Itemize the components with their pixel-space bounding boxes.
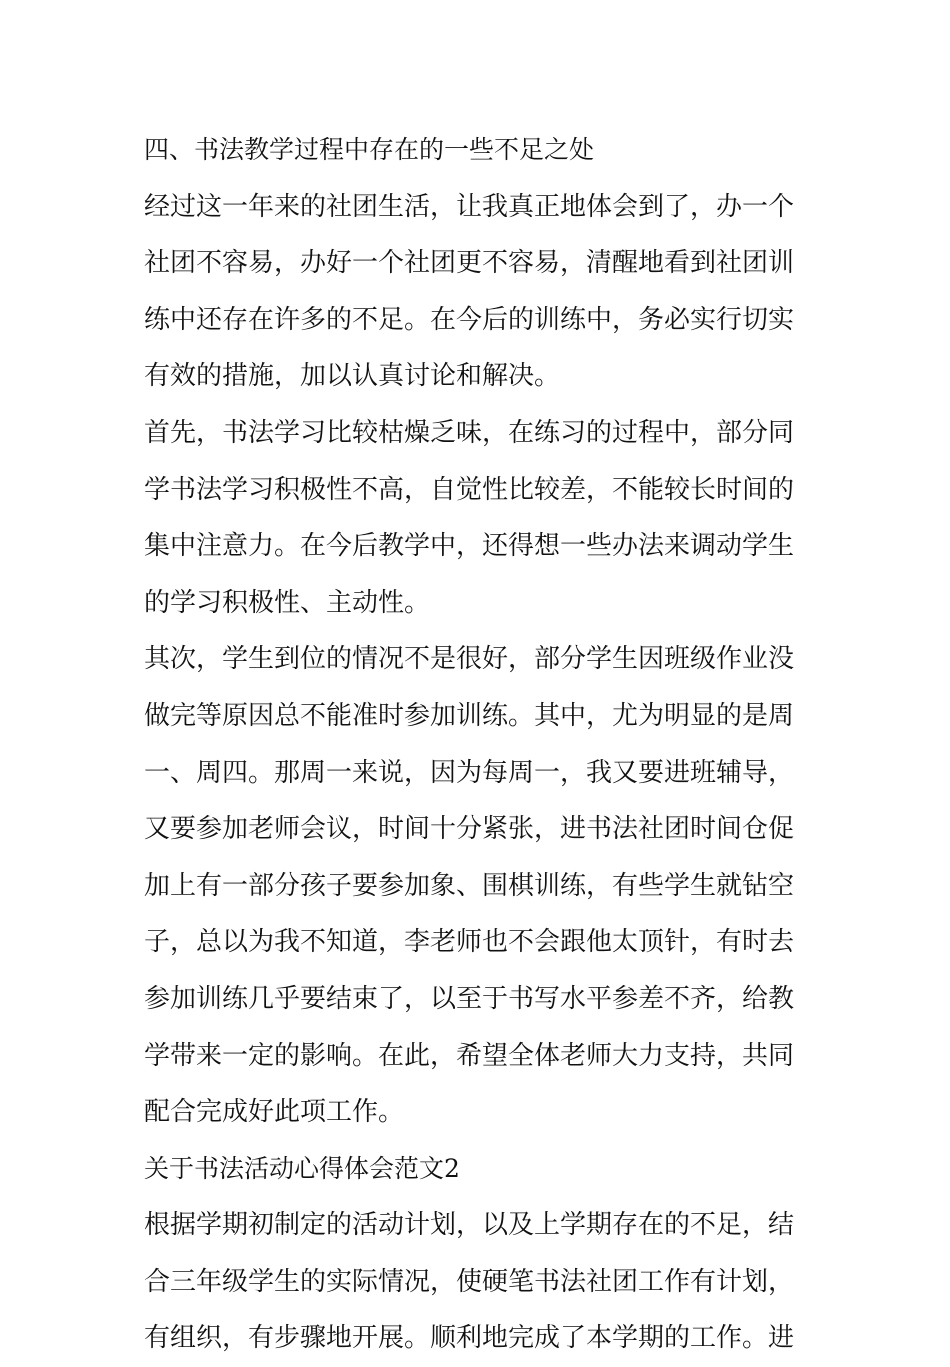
text-line: 又要参加老师会议，时间十分紧张，进书法社团时间仓促 <box>144 814 795 845</box>
text-line: 练中还存在许多的不足。在今后的训练中，务必实行切实 <box>144 304 795 335</box>
text-line: 的学习积极性、主动性。 <box>144 587 431 618</box>
text-line: 社团不容易，办好一个社团更不容易，清醒地看到社团训 <box>144 248 795 279</box>
text-line: 有组织，有步骤地开展。顺利地完成了本学期的工作。进 <box>144 1323 795 1354</box>
text-line: 有效的措施，加以认真讨论和解决。 <box>144 361 561 392</box>
text-line: 参加训练几乎要结束了，以至于书写水平参差不齐，给教 <box>144 983 795 1014</box>
section-heading: 四、书法教学过程中存在的一些不足之处 <box>144 135 595 164</box>
text-line: 学书法学习积极性不高，自觉性比较差，不能较长时间的 <box>144 474 795 505</box>
document-body <box>144 122 810 1367</box>
text-line: 子，总以为我不知道，李老师也不会跟他太顶针，有时去 <box>144 927 795 958</box>
text-line: 一、周四。那周一来说，因为每周一，我又要进班辅导， <box>144 757 795 788</box>
text-line: 加上有一部分孩子要参加象、围棋训练，有些学生就钻空 <box>144 870 795 901</box>
text-line: 经过这一年来的社团生活，让我真正地体会到了，办一个 <box>144 191 795 222</box>
text-line: 其次，学生到位的情况不是很好，部分学生因班级作业没 <box>144 644 795 675</box>
article-title: 关于书法活动心得体会范文2 <box>144 1153 460 1183</box>
text-line: 做完等原因总不能准时参加训练。其中，尤为明显的是周 <box>144 700 795 731</box>
text-line: 集中注意力。在今后教学中，还得想一些办法来调动学生 <box>144 531 795 562</box>
text-line: 首先，书法学习比较枯燥乏味，在练习的过程中，部分同 <box>144 417 795 448</box>
text-line: 合三年级学生的实际情况，使硬笔书法社团工作有计划， <box>144 1266 795 1297</box>
text-line: 根据学期初制定的活动计划，以及上学期存在的不足，结 <box>144 1210 795 1241</box>
text-line: 配合完成好此项工作。 <box>144 1097 405 1128</box>
text-line: 学带来一定的影响。在此，希望全体老师大力支持，共同 <box>144 1040 795 1071</box>
